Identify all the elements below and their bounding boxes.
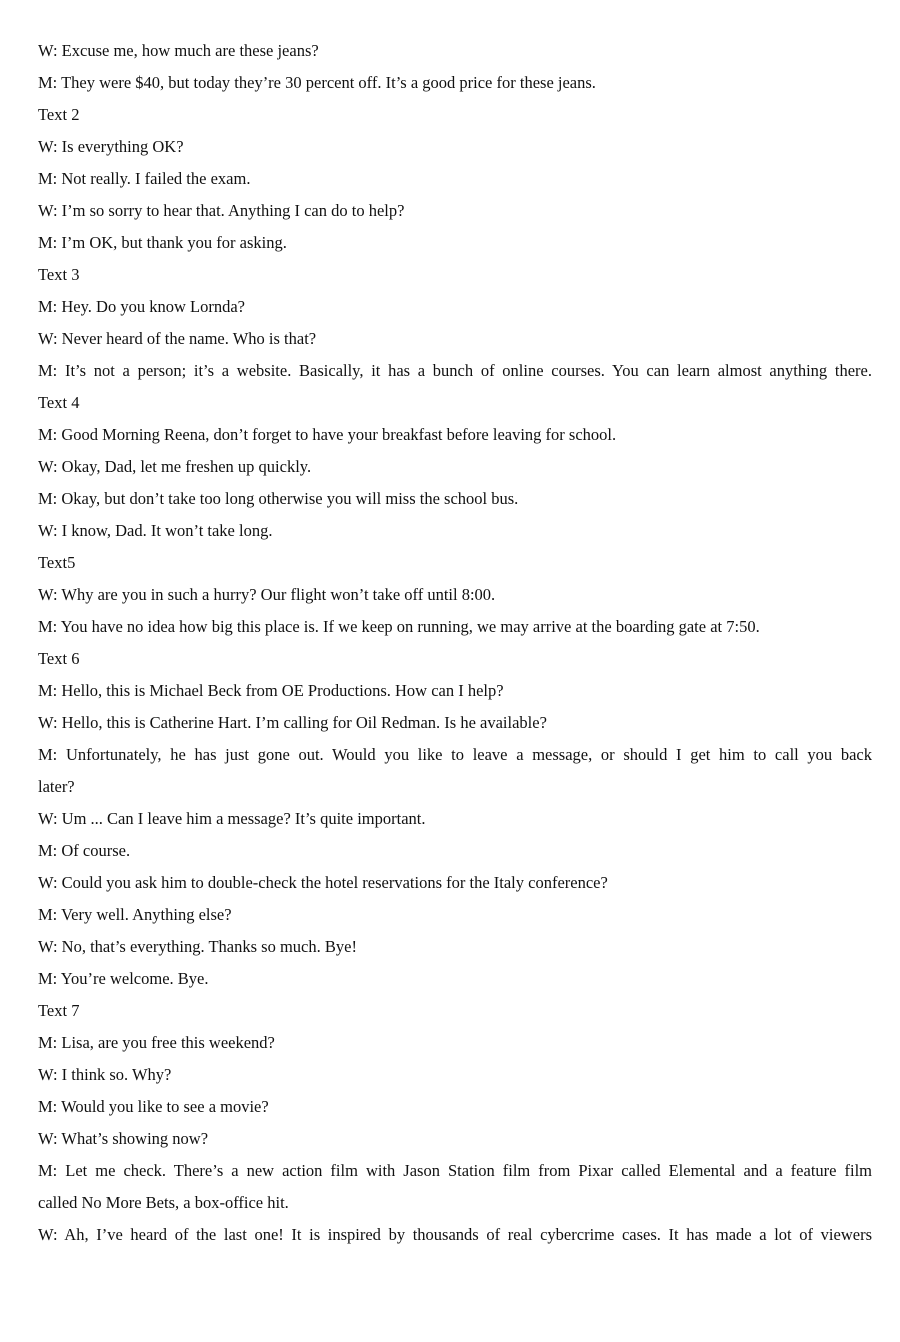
dialogue-line: W: Okay, Dad, let me freshen up quickly. <box>38 457 312 476</box>
dialogue-line: M: Let me check. There’s a new action film with Jason Station film from Pixar called Elemental and a feature film <box>38 1161 872 1180</box>
section-heading: Text5 <box>38 553 76 572</box>
dialogue-line: M: They were $40, but today they’re 30 percent off. It’s a good price for these jeans. <box>38 73 596 92</box>
dialogue-line: M: It’s not a person; it’s a website. Basically, it has a bunch of online courses. You can learn almost anything there. <box>38 361 872 380</box>
dialogue-line: M: You’re welcome. Bye. <box>38 969 209 988</box>
dialogue-line: M: Would you like to see a movie? <box>38 1097 269 1116</box>
dialogue-line: W: Um ... Can I leave him a message? It’s quite important. <box>38 809 426 828</box>
transcript-page <box>38 35 872 1251</box>
dialogue-line: W: Ah, I’ve heard of the last one! It is inspired by thousands of real cybercrime cases. It has made a lot of viewers <box>38 1225 872 1244</box>
dialogue-line-continuation: called No More Bets, a box-office hit. <box>38 1193 289 1212</box>
dialogue-line: W: I know, Dad. It won’t take long. <box>38 521 273 540</box>
dialogue-line: W: Excuse me, how much are these jeans? <box>38 41 319 60</box>
dialogue-line: M: Very well. Anything else? <box>38 905 232 924</box>
section-heading: Text 3 <box>38 265 80 284</box>
section-heading: Text 7 <box>38 1001 80 1020</box>
dialogue-line: W: I’m so sorry to hear that. Anything I can do to help? <box>38 201 405 220</box>
dialogue-line: W: No, that’s everything. Thanks so much. Bye! <box>38 937 357 956</box>
dialogue-line: M: Good Morning Reena, don’t forget to have your breakfast before leaving for school. <box>38 425 617 444</box>
section-heading: Text 2 <box>38 105 80 124</box>
dialogue-line: M: Hello, this is Michael Beck from OE Productions. How can I help? <box>38 681 504 700</box>
dialogue-line: M: Hey. Do you know Lornda? <box>38 297 245 316</box>
dialogue-line: W: Could you ask him to double-check the hotel reservations for the Italy conference? <box>38 873 608 892</box>
dialogue-line: M: Okay, but don’t take too long otherwise you will miss the school bus. <box>38 489 519 508</box>
dialogue-line: W: Never heard of the name. Who is that? <box>38 329 317 348</box>
dialogue-line: W: I think so. Why? <box>38 1065 172 1084</box>
dialogue-line: W: Why are you in such a hurry? Our flight won’t take off until 8:00. <box>38 585 496 604</box>
dialogue-line: M: Lisa, are you free this weekend? <box>38 1033 275 1052</box>
dialogue-line: M: Of course. <box>38 841 131 860</box>
dialogue-line: W: Hello, this is Catherine Hart. I’m calling for Oil Redman. Is he available? <box>38 713 547 732</box>
dialogue-line: W: Is everything OK? <box>38 137 184 156</box>
dialogue-line: M: I’m OK, but thank you for asking. <box>38 233 287 252</box>
dialogue-line: M: Not really. I failed the exam. <box>38 169 251 188</box>
dialogue-line-continuation: later? <box>38 777 75 796</box>
dialogue-line: W: What’s showing now? <box>38 1129 209 1148</box>
section-heading: Text 4 <box>38 393 80 412</box>
dialogue-line: M: You have no idea how big this place is. If we keep on running, we may arrive at the boarding gate at 7:50. <box>38 617 760 636</box>
section-heading: Text 6 <box>38 649 80 668</box>
dialogue-line: M: Unfortunately, he has just gone out. Would you like to leave a message, or should I get him to call you back <box>38 745 872 764</box>
